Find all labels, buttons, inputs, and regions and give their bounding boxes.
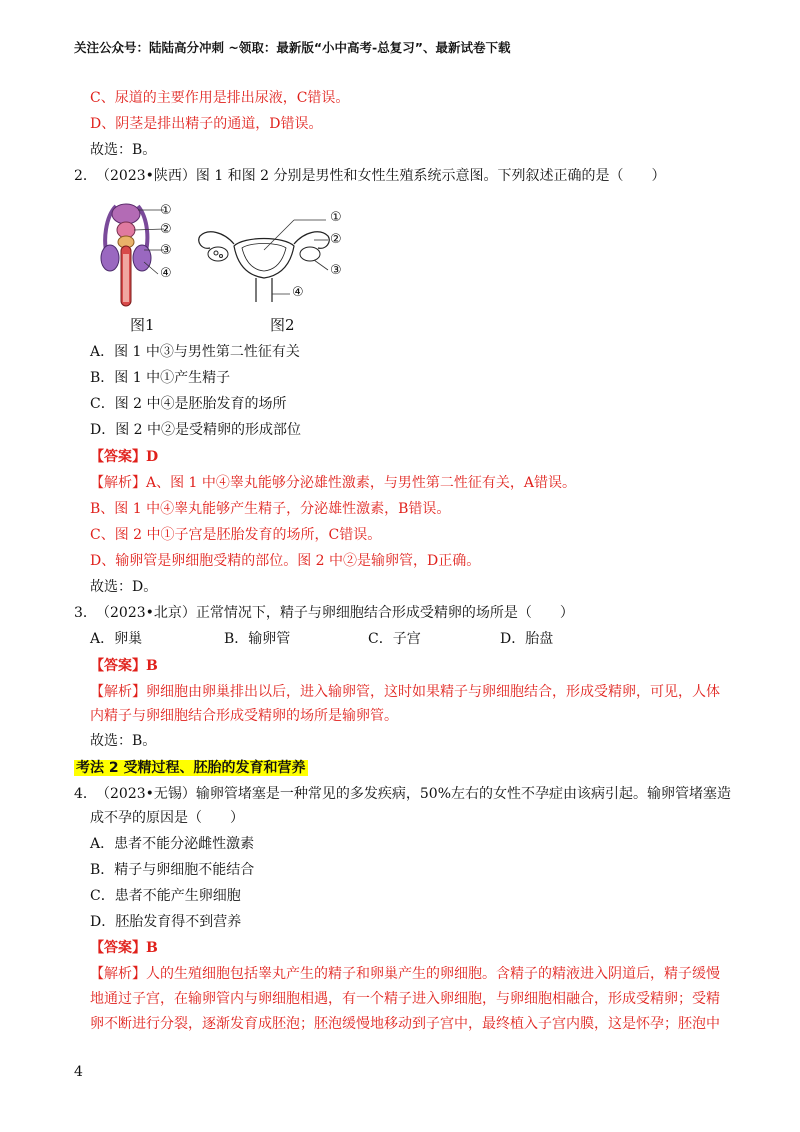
figure-2-female-reproductive [194,206,334,306]
question-stem-line: 成不孕的原因是（ ） [90,810,244,826]
male-reproductive-diagram [88,196,188,316]
question-number: 3． [74,605,97,621]
testis-left [101,245,119,271]
option-c: C．图 2 中④是胚胎发育的场所 [90,396,287,412]
option-c: C．患者不能产生卵细胞 [90,888,241,904]
analysis-line: 【解析】人的生殖细胞包括睾丸产生的精子和卵巢产生的卵细胞。含精子的精液进入阴道后，精子缓慢 [90,966,720,982]
uterus [234,239,294,279]
section-title-text: 考法 2 受精过程、胚胎的发育和营养 [76,760,306,776]
option-d: D．胎盘 [500,631,554,647]
pointer-line [264,220,294,250]
figure-1-male-reproductive [88,196,188,316]
oviduct-left [199,232,234,248]
question-number: 4． [74,786,97,802]
question-stem-line: （2023•无锡）输卵管堵塞是一种常见的多发疾病，50%左右的女性不孕症由该病引起。输卵管堵塞造 [96,786,732,802]
follicle [220,255,223,258]
page-number: 4 [74,1064,83,1080]
option-a: A．卵巢 [90,631,143,647]
answer: 【答案】B [90,658,158,674]
follicle [214,251,218,255]
pointer-line [314,260,328,270]
answer: 【答案】B [90,940,158,956]
option-b: B．精子与卵细胞不能结合 [90,862,255,878]
fig1-mark-1: ① [160,203,172,218]
option-c: C．子宫 [368,631,421,647]
analysis-line: C、图 2 中①子宫是胚胎发育的场所，C错误。 [90,527,382,543]
question-stem: （2023•陕西）图 1 和图 2 分别是男性和女性生殖系统示意图。下列叙述正确的是（ ） [96,168,666,184]
fig1-mark-2: ② [160,222,172,237]
option-d: D．图 2 中②是受精卵的形成部位 [90,422,302,438]
question-number: 2． [74,168,97,184]
option-a: A．患者不能分泌雌性激素 [90,836,255,852]
analysis-line: 【解析】A、图 1 中④睾丸能够分泌雄性激素，与男性第二性征有关，A错误。 [90,475,577,491]
analysis-line: 【解析】卵细胞由卵巢排出以后，进入输卵管，这时如果精子与卵细胞结合，形成受精卵，可见，人体 [90,684,720,700]
female-reproductive-diagram [194,206,334,306]
carry-choice: 故选：B。 [90,142,157,158]
analysis-line: 内精子与卵细胞结合形成受精卵的场所是输卵管。 [90,708,398,724]
urethra [123,254,129,302]
option-b: B．图 1 中①产生精子 [90,370,231,386]
bladder [112,204,140,224]
carry-analysis-line: D、阴茎是排出精子的通道，D错误。 [90,116,323,132]
carry-analysis-line: C、尿道的主要作用是排出尿液，C错误。 [90,90,350,106]
analysis-line: 地通过子宫，在输卵管内与卵细胞相遇，有一个精子进入卵细胞，与卵细胞相融合，形成受精卵；受精 [90,991,720,1007]
fig2-mark-1: ① [330,210,342,225]
analysis-line: 卵不断进行分裂，逐渐发育成胚泡；胚泡缓慢地移动到子宫中，最终植入子宫内膜，这是怀孕；胚泡中 [90,1016,720,1032]
fig2-mark-4: ④ [292,285,304,300]
section-title [74,757,308,778]
figure-1-caption: 图1 [130,316,155,334]
analysis-line: B、图 1 中④睾丸能够产生精子，分泌雄性激素，B错误。 [90,501,451,517]
uterus-cavity [242,244,286,272]
ovary-right [300,247,320,261]
answer: 【答案】D [90,449,159,465]
fig1-mark-3: ③ [160,243,172,258]
option-b: B．输卵管 [224,631,291,647]
testis-right [133,245,151,271]
choice: 故选：D。 [90,579,158,595]
fig2-mark-3: ③ [330,263,342,278]
fig2-mark-2: ② [330,232,342,247]
page-header: 关注公众号：陆陆高分冲刺 ~领取：最新版“小中高考-总复习”、最新试卷下载 [74,40,511,55]
option-a: A．图 1 中③与男性第二性征有关 [90,344,300,360]
option-d: D．胚胎发育得不到营养 [90,914,242,930]
question-stem: （2023•北京）正常情况下，精子与卵细胞结合形成受精卵的场所是（ ） [96,605,574,621]
fig1-mark-4: ④ [160,266,172,281]
analysis-line: D、输卵管是卵细胞受精的部位。图 2 中②是输卵管，D正确。 [90,553,481,569]
figure-2-caption: 图2 [270,316,295,334]
choice: 故选：B。 [90,733,157,749]
